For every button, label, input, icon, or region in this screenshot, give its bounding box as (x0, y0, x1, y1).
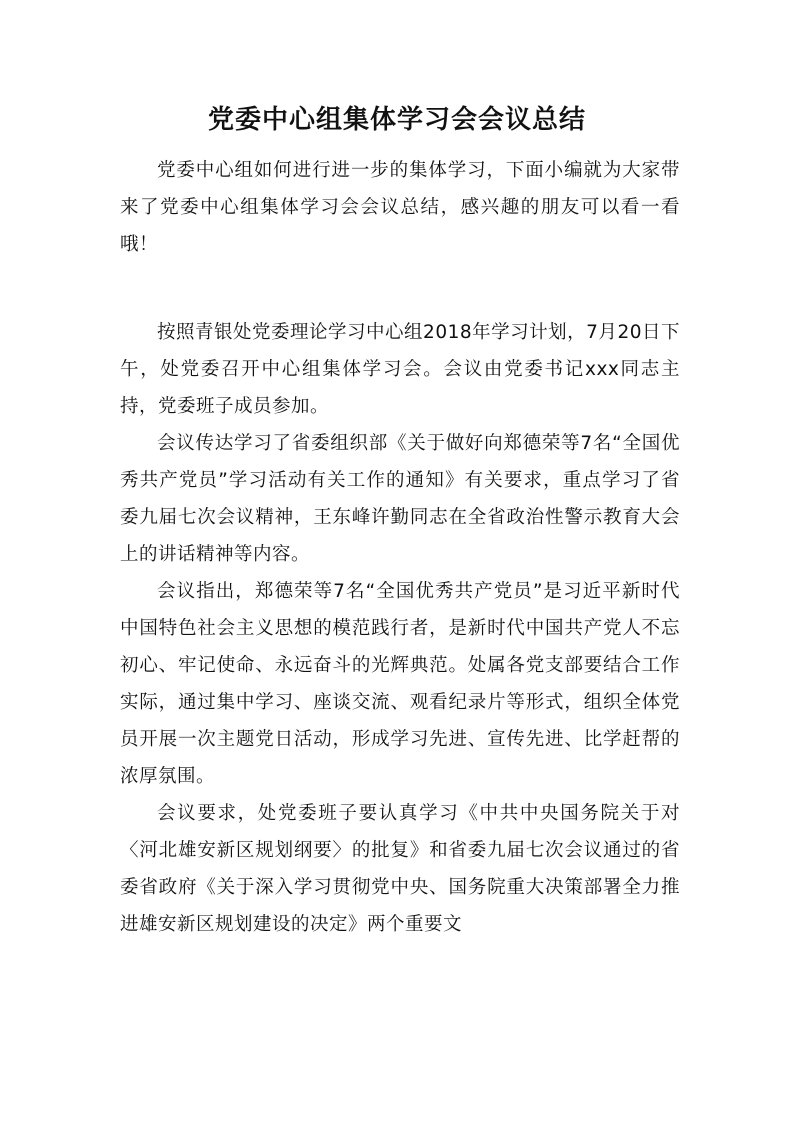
intro-paragraph: 党委中心组如何进行进一步的集体学习，下面小编就为大家带来了党委中心组集体学习会会议总结，感兴趣的朋友可以看一看哦！ (120, 160, 680, 255)
body-paragraph-3: 会议指出，郑德荣等7名“全国优秀共产党员”是习近平新时代中国特色社会主义思想的模范践行者，是新时代中国共产党人不忘初心、牢记使命、永远奋斗的光辉典范。处属各党支部要结合工作实际，通过集中学习、座谈交流、观看纪录片等形式，组织全体党员开展一次主题党日活动，形成学习先进、宣传先进、比学赶帮的浓厚氛围。 (120, 581, 680, 787)
body-paragraph-1: 按照青银处党委理论学习中心组2018年学习计划，7月20日下午，处党委召开中心组集体学习会。会议由党委书记xxx同志主持，党委班子成员参加。 (120, 322, 680, 417)
body-paragraph-2: 会议传达学习了省委组织部《关于做好向郑德荣等7名“全国优秀共产党员”学习活动有关工作的通知》有关要求，重点学习了省委九届七次会议精神，王东峰许勤同志在全省政治性警示教育大会上的讲话精神等内容。 (120, 433, 680, 565)
body-paragraph-4: 会议要求，处党委班子要认真学习《中共中央国务院关于对〈河北雄安新区规划纲要〉的批复》和省委九届七次会议通过的省委省政府《关于深入学习贯彻党中央、国务院重大决策部署全力推进雄安新区规划建设的决定》两个重要文 (120, 803, 680, 935)
intro-block (120, 152, 680, 263)
main-body (120, 314, 680, 943)
document-title: 党委中心组集体学习会会议总结 (207, 105, 586, 135)
